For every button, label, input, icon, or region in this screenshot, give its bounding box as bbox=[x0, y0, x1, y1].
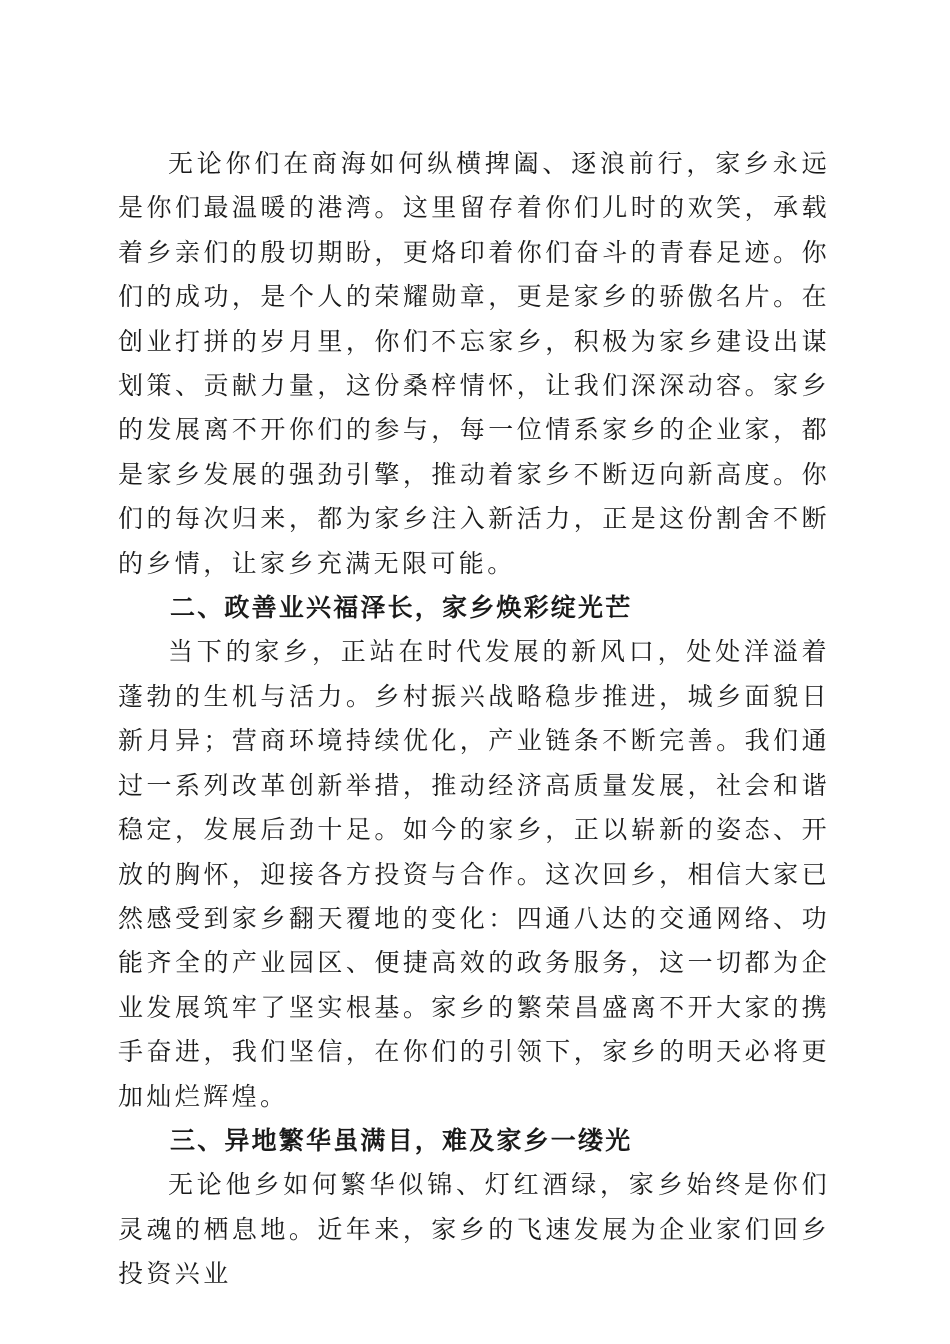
document-body bbox=[118, 142, 830, 1297]
section-heading: 二、政善业兴福泽长，家乡焕彩绽光芒 bbox=[170, 593, 633, 623]
body-paragraph: 当下的家乡，正站在时代发展的新风口，处处洋溢着蓬勃的生机与活力。乡村振兴战略稳步推进，城乡面貌日新月异；营商环境持续优化，产业链条不断完善。我们通过一系列改革创新举措，推动经济高质量发展，社会和谐稳定，发展后劲十足。如今的家乡，正以崭新的姿态、开放的胸怀，迎接各方投资与合作。这次回乡，相信大家已然感受到家乡翻天覆地的变化：四通八达的交通网络、功能齐全的产业园区、便捷高效的政务服务，这一切都为企业发展筑牢了坚实根基。家乡的繁荣昌盛离不开大家的携手奋进，我们坚信，在你们的引领下，家乡的明天必将更加灿烂辉煌。 bbox=[118, 637, 830, 1111]
section-heading: 三、异地繁华虽满目，难及家乡一缕光 bbox=[170, 1125, 633, 1155]
body-paragraph: 无论你们在商海如何纵横捭阖、逐浪前行，家乡永远是你们最温暖的港湾。这里留存着你们儿时的欢笑，承载着乡亲们的殷切期盼，更烙印着你们奋斗的青春足迹。你们的成功，是个人的荣耀勋章，更是家乡的骄傲名片。在创业打拼的岁月里，你们不忘家乡，积极为家乡建设出谋划策、贡献力量，这份桑梓情怀，让我们深深动容。家乡的发展离不开你们的参与，每一位情系家乡的企业家，都是家乡发展的强劲引擎，推动着家乡不断迈向新高度。你们的每次归来，都为家乡注入新活力，正是这份割舍不断的乡情，让家乡充满无限可能。 bbox=[118, 149, 830, 578]
body-paragraph: 无论他乡如何繁华似锦、灯红酒绿，家乡始终是你们灵魂的栖息地。近年来，家乡的飞速发展为企业家们回乡投资兴业 bbox=[118, 1170, 830, 1289]
